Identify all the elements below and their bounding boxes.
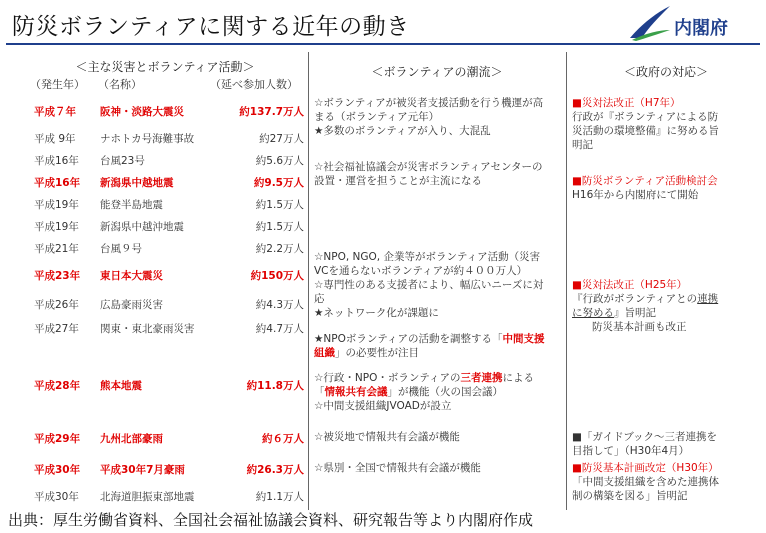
government-item	[572, 461, 762, 503]
source-footer: 出典：厚生労働省資料、全国社会福祉協議会資料、研究報告等より内閣府作成	[8, 511, 534, 529]
row-name: 平成30年7月豪雨	[100, 464, 185, 476]
table-row	[0, 319, 308, 337]
trend-highlight: 組織	[314, 347, 335, 359]
government-text: 制の構築を図る」旨明記	[572, 490, 688, 502]
row-year: 平成７年	[34, 106, 76, 118]
row-year: 平成19年	[34, 199, 79, 211]
government-text: 目指して」（H30年4月）	[572, 445, 690, 457]
row-year: 平成16年	[34, 155, 79, 167]
row-name: 広島豪雨災害	[100, 299, 163, 311]
page-title: 防災ボランティアに関する近年の動き	[12, 14, 410, 40]
row-name: 阪神・淡路大震災	[100, 106, 184, 118]
government-text: 防災基本計画も改正	[592, 321, 687, 333]
trend-text: ★多数のボランティアが入り、大混乱	[314, 125, 491, 137]
government-text: 災活動の環境整備』に努める旨	[572, 125, 719, 137]
government-text: 』旨明記	[614, 307, 656, 319]
row-year: 平成 9年	[34, 133, 76, 145]
row-count: 約9.5万人	[253, 177, 304, 189]
trend-text: ☆行政・NPO・ボランティアの	[314, 372, 461, 384]
trend-text: VCを通らないボランティアが約４００万人）	[314, 265, 528, 277]
header	[0, 0, 766, 46]
table-row	[0, 195, 308, 213]
trend-text: による	[502, 372, 535, 384]
name-subheader: （名称）	[98, 78, 142, 91]
government-text: 『行政がボランティアとの	[572, 293, 698, 305]
table-row	[0, 217, 308, 235]
trend-text: ☆専門性のある支援者により、幅広いニーズに対	[314, 279, 544, 291]
row-name: 関東・東北豪雨災害	[100, 323, 195, 335]
table-row	[0, 102, 308, 120]
government-text: H16年から内閣府にて開始	[572, 189, 699, 201]
government-heading: ■災対法改正（H25年）	[572, 279, 688, 291]
trend-text: ★ネットワーク化が課題に	[314, 307, 439, 319]
table-row	[0, 295, 308, 313]
row-count: 約4.7万人	[255, 323, 304, 335]
row-name: 東日本大震災	[100, 270, 163, 282]
trend-text: まる（ボランティア元年）	[314, 111, 440, 123]
trend-highlight: 三者連携	[460, 372, 503, 384]
government-heading: ■災対法改正（H7年）	[572, 97, 681, 109]
table-row	[0, 429, 308, 447]
row-year: 平成19年	[34, 221, 79, 233]
row-name: 台風９号	[100, 243, 142, 255]
row-name: 北海道胆振東部地震	[100, 491, 195, 503]
table-row	[0, 129, 308, 147]
row-year: 平成23年	[34, 270, 81, 282]
government-heading: ■防災基本計画改定（H30年）	[572, 462, 719, 474]
row-name: 能登半島地震	[100, 199, 163, 211]
row-name: 九州北部豪雨	[100, 433, 163, 445]
column-divider	[308, 52, 309, 510]
row-year: 平成30年	[34, 491, 79, 503]
row-year: 平成29年	[34, 433, 81, 445]
row-count: 約1.5万人	[255, 221, 304, 233]
row-year: 平成16年	[34, 177, 81, 189]
table-row	[0, 460, 308, 478]
government-text: 明記	[572, 139, 593, 151]
year-subheader: （発生年）	[30, 78, 85, 91]
trend-item	[314, 160, 564, 188]
row-count: 約137.7万人	[239, 106, 304, 118]
row-name: 新潟県中越地震	[100, 177, 174, 189]
trends-column-header: ＜ボランティアの潮流＞	[371, 65, 503, 79]
trend-text: ☆社会福祉協議会が災害ボランティアセンターの	[314, 161, 543, 173]
disasters-column-header: ＜主な災害とボランティア活動＞	[75, 60, 255, 74]
row-name: ナホトカ号海難事故	[100, 133, 195, 145]
trend-text: ★NPOボランティアの活動を調整する「	[314, 333, 503, 345]
row-year: 平成21年	[34, 243, 79, 255]
government-item	[572, 278, 762, 334]
logo-mark-icon	[628, 4, 672, 42]
table-row	[0, 487, 308, 505]
row-count: 約27万人	[259, 133, 304, 145]
row-count: 約5.6万人	[255, 155, 304, 167]
cabinet-office-logo	[628, 4, 758, 42]
trend-highlight: 情報共有会議	[324, 386, 388, 398]
trend-item	[314, 430, 564, 444]
table-row	[0, 266, 308, 284]
government-text: ■「ガイドブック～三者連携を	[572, 431, 718, 443]
row-year: 平成28年	[34, 380, 81, 392]
row-name: 熊本地震	[100, 380, 142, 392]
government-column-header: ＜政府の対応＞	[623, 65, 708, 79]
row-count: 約1.5万人	[255, 199, 304, 211]
logo-text: 内閣府	[674, 18, 728, 39]
trend-item	[314, 250, 564, 320]
trend-text: 」の必要性が注目	[335, 347, 419, 359]
government-item	[572, 430, 762, 458]
government-text: 「中間支援組織を含めた連携体	[572, 476, 719, 488]
row-name: 新潟県中越沖地震	[100, 221, 184, 233]
trend-text: ☆中間支援組織JVOADが設立	[314, 400, 452, 412]
trend-text: ☆NPO, NGO, 企業等がボランティア活動（災害	[314, 251, 541, 263]
row-name: 台風23号	[100, 155, 145, 167]
row-count: 約150万人	[250, 270, 304, 282]
trend-text: ☆ボランティアが被災者支援活動を行う機運が高	[314, 97, 544, 109]
trend-text: ☆県別・全国で情報共有会議が機能	[314, 462, 481, 474]
trend-highlight: 中間支援	[502, 333, 545, 345]
table-row	[0, 239, 308, 257]
row-year: 平成30年	[34, 464, 81, 476]
government-heading: ■防災ボランティア活動検討会	[572, 175, 718, 187]
row-count: 約4.3万人	[255, 299, 304, 311]
column-divider	[566, 52, 567, 510]
trend-text: 」が機能（火の国会議）	[387, 386, 503, 398]
row-year: 平成26年	[34, 299, 79, 311]
trend-item	[314, 461, 564, 475]
row-year: 平成27年	[34, 323, 79, 335]
title-underline	[6, 43, 760, 45]
government-text: 行政が『ボランティアによる防	[572, 111, 719, 123]
table-row	[0, 151, 308, 169]
trend-item	[314, 371, 564, 413]
table-row	[0, 376, 308, 394]
government-underlined-text: 連携	[697, 293, 719, 305]
trend-text: 「	[314, 386, 325, 398]
row-count: 約11.8万人	[246, 380, 304, 392]
row-count: 約26.3万人	[246, 464, 304, 476]
government-underlined-text: に努める	[572, 307, 614, 319]
trend-text: 設置・運営を担うことが主流になる	[314, 175, 482, 187]
row-count: 約６万人	[262, 433, 304, 445]
row-count: 約2.2万人	[255, 243, 304, 255]
row-count: 約1.1万人	[255, 491, 304, 503]
trend-item	[314, 96, 564, 138]
government-item	[572, 174, 762, 202]
trend-text: ☆被災地で情報共有会議が機能	[314, 431, 460, 443]
trend-text: 応	[314, 293, 325, 305]
table-row	[0, 173, 308, 191]
trend-item	[314, 332, 564, 360]
count-subheader: （延べ参加人数）	[210, 78, 298, 91]
government-item	[572, 96, 762, 152]
